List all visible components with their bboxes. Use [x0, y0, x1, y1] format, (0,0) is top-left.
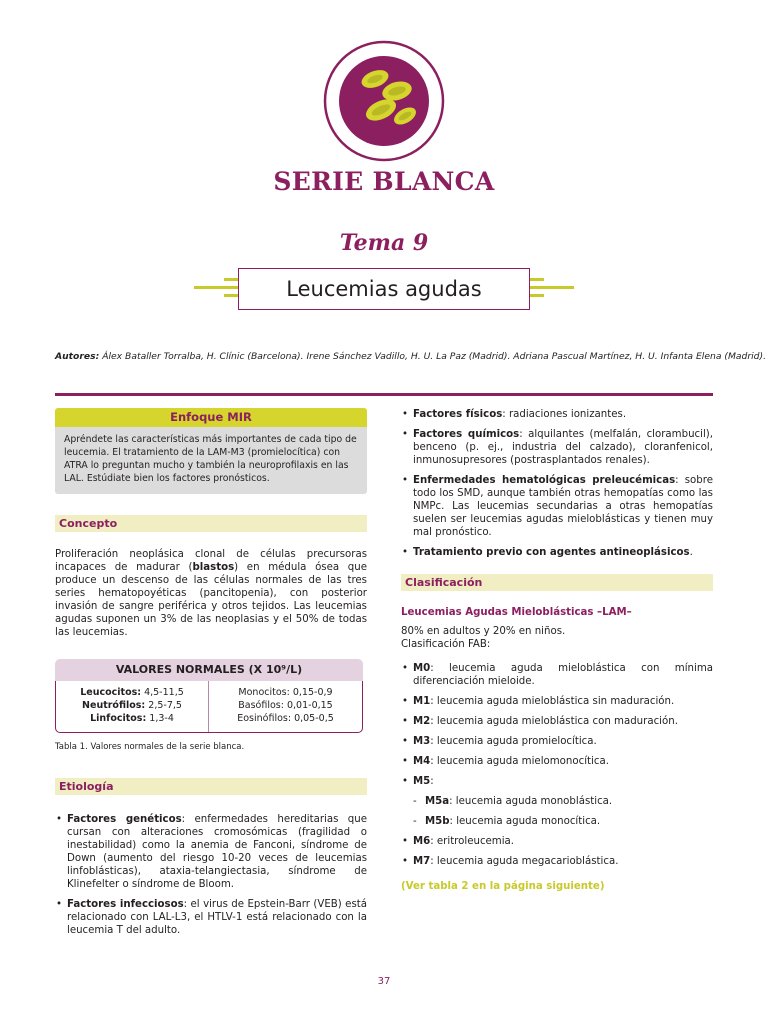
list-item: • M0: leucemia aguda mieloblástica con mínima diferenciación mieloide. [401, 662, 713, 688]
valor-row: Leucocitos: 4,5-11,5 [80, 687, 184, 698]
valor-row: Basófilos: 0,01-0,15 [238, 700, 333, 711]
left-column [55, 408, 367, 944]
etiologia-list-right [401, 408, 713, 559]
concepto-heading: Concepto [55, 515, 367, 532]
table-caption: Tabla 1. Valores normales de la serie blanca. [55, 742, 245, 752]
list-item: - M5b: leucemia aguda monocítica. [401, 815, 713, 828]
serie-blanca-logo-icon [323, 40, 445, 162]
list-item: - M5a: leucemia aguda monoblástica. [401, 795, 713, 808]
authors-line [55, 351, 767, 362]
right-column [401, 408, 713, 892]
list-item: • M4: leucemia aguda mielomonocítica. [401, 755, 713, 768]
list-item: • Factores infecciosos: el virus de Epstein-Barr (VEB) está relacionado con LAL-L3, el HTLV-1 está relacionado con la leucemia T del adulto. [55, 898, 367, 937]
authors-label: Autores: [55, 351, 100, 362]
list-item: • M5: [401, 775, 713, 788]
authors-text: Álex Bataller Torralba, H. Clínic (Barcelona). Irene Sánchez Vadillo, H. U. La Paz (Madrid). Adriana Pascual Martínez, H. U. Infanta Elena (Madrid). [102, 351, 767, 362]
topic-title-box [238, 268, 530, 310]
header-divider [55, 393, 713, 396]
list-item: • Tratamiento previo con agentes antineoplásicos. [401, 546, 713, 559]
page-number: 37 [377, 976, 391, 987]
list-item: • M3: leucemia aguda promielocítica. [401, 735, 713, 748]
valores-right-col [209, 681, 362, 732]
list-item: • Enfermedades hematológicas preleucémicas: sobre todo los SMD, aunque también otras hemopatías como las NMPc. Las leucemias secundarias a otras hemopatías suelen ser leucemias agudas mieloblásticas y tienen muy mal pronóstico. [401, 474, 713, 539]
valores-table-title: VALORES NORMALES (X 10⁹/L) [55, 659, 363, 681]
enfoque-text: Apréndete las características más importantes de cada tipo de leucemia. El tratamiento de la LAM-M3 (promielocítica) con ATRA lo preguntan mucho y también la neuroprofilaxis en las LAL. Estúdiate bien los factores pronósticos. [55, 427, 367, 494]
list-item: • M6: eritroleucemia. [401, 835, 713, 848]
tema-number: Tema 9 [339, 230, 429, 256]
list-item: • Factores químicos: alquilantes (melfalán, clorambucil), benceno (p. ej., industria del calzado), cloranfenicol, inmunosupresores (postrasplantados renales). [401, 428, 713, 467]
list-item: • Factores físicos: radiaciones ionizantes. [401, 408, 713, 421]
topic-title: Leucemias agudas [286, 277, 482, 301]
list-item: • M1: leucemia aguda mieloblástica sin maduración. [401, 695, 713, 708]
lam-subheading: Leucemias Agudas Mieloblásticas –LAM– [401, 607, 632, 618]
etiologia-heading: Etiología [55, 778, 367, 795]
list-item: • M2: leucemia aguda mieloblástica con maduración. [401, 715, 713, 728]
fab-list [401, 662, 713, 868]
series-title: SERIE BLANCA [273, 167, 495, 196]
fab-label: Clasificación FAB: [401, 639, 491, 650]
clasificacion-heading: Clasificación [401, 574, 713, 591]
valores-left-col [56, 681, 209, 732]
concepto-text: Proliferación neoplásica clonal de células precursoras incapaces de madurar (blastos) en médula ósea que produce un descenso de las células normales de las tres series hematopoyéticas (pancitopenia), con posterior invasión de sangre periférica y otros tejidos. Las leucemias agudas suponen un 3% de las neoplasias y el 50% de todas las leucemias. [55, 549, 367, 638]
valores-table [55, 681, 363, 733]
enfoque-title: Enfoque MIR [55, 408, 367, 427]
list-item: • Factores genéticos: enfermedades hereditarias que cursan con alteraciones cromosómicas (fragilidad o inestabilidad) como la anemia de Fanconi, síndrome de Down (aumento del riesgo 10-20 veces de leucemias linfoblásticas), ataxia-telangiectasia, síndrome de Klinefelter o síndrome de Bloom. [55, 813, 367, 891]
valor-row: Linfocitos: 1,3-4 [90, 713, 174, 724]
valor-row: Neutrófilos: 2,5-7,5 [82, 700, 182, 711]
valor-row: Monocitos: 0,15-0,9 [238, 687, 333, 698]
valor-row: Eosinófilos: 0,05-0,5 [237, 713, 334, 724]
lam-percent: 80% en adultos y 20% en niños. [401, 626, 566, 637]
list-item: • M7: leucemia aguda megacarioblástica. [401, 855, 713, 868]
etiologia-list-left [55, 813, 367, 937]
see-table-note: (Ver tabla 2 en la página siguiente) [401, 881, 605, 892]
